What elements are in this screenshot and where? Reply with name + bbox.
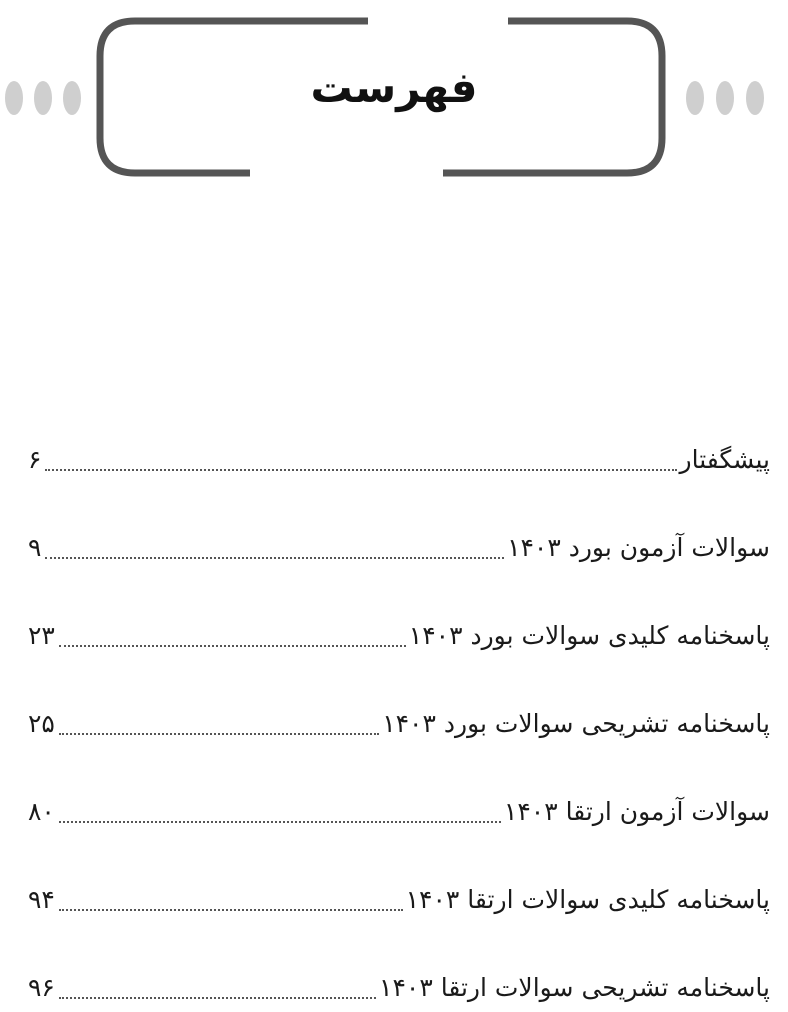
toc-entry-title: پاسخنامه تشریحی سوالات بورد ۱۴۰۳ xyxy=(382,709,770,738)
table-of-contents xyxy=(28,392,770,1008)
dot-leader xyxy=(45,468,676,471)
toc-entry[interactable] xyxy=(28,568,770,656)
toc-entry[interactable] xyxy=(28,392,770,480)
dot-leader xyxy=(59,820,501,823)
toc-entry[interactable] xyxy=(28,832,770,920)
toc-entry-page: ۹۴ xyxy=(28,885,55,914)
toc-entry-page: ۲۵ xyxy=(28,709,55,738)
dot-leader xyxy=(59,996,376,999)
toc-entry[interactable] xyxy=(28,744,770,832)
toc-entry-page: ۸۰ xyxy=(28,797,55,826)
dot-leader xyxy=(59,908,403,911)
toc-entry[interactable] xyxy=(28,656,770,744)
toc-entry-title: پاسخنامه کلیدی سوالات ارتقا ۱۴۰۳ xyxy=(405,885,770,914)
dot-leader xyxy=(59,732,379,735)
dot-leader xyxy=(45,556,504,559)
toc-header xyxy=(0,0,788,200)
toc-entry-title: پیشگفتار xyxy=(679,445,770,474)
page-title: فهرست xyxy=(310,63,478,112)
toc-entry-page: ۶ xyxy=(28,445,42,474)
toc-entry[interactable] xyxy=(28,920,770,1008)
toc-entry-title: پاسخنامه کلیدی سوالات بورد ۱۴۰۳ xyxy=(408,621,770,650)
dot-leader xyxy=(59,644,406,647)
toc-entry-title: پاسخنامه تشریحی سوالات ارتقا ۱۴۰۳ xyxy=(379,973,770,1002)
toc-entry-page: ۲۳ xyxy=(28,621,55,650)
toc-entry-page: ۹۶ xyxy=(28,973,55,1002)
toc-entry[interactable] xyxy=(28,480,770,568)
toc-entry-page: ۹ xyxy=(28,533,42,562)
toc-entry-title: سوالات آزمون بورد ۱۴۰۳ xyxy=(507,533,770,562)
toc-entry-title: سوالات آزمون ارتقا ۱۴۰۳ xyxy=(503,797,770,826)
